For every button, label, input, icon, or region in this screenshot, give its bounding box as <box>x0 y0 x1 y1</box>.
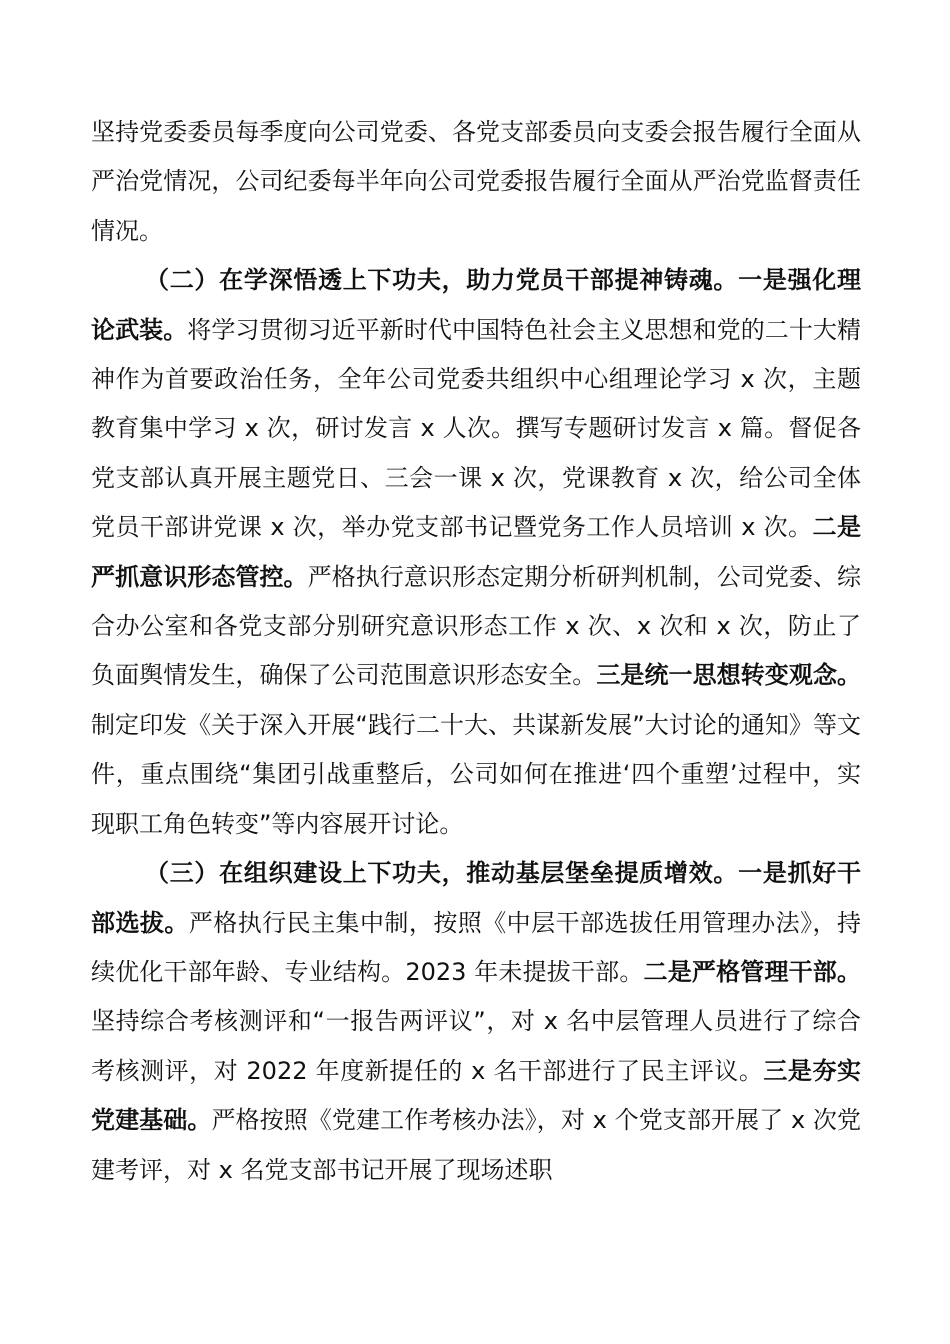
bold-run: 二是严抓意识形态管控。 <box>91 513 862 591</box>
bold-run: 三是夯实党建基础。 <box>91 1056 862 1135</box>
text-run: 坚持党委委员每季度向公司党委、各党支部委员向支委会报告履行全面从严治党情况，公司纪委每半年向公司党委报告履行全面从严治党监督责任情况。 <box>91 118 861 245</box>
paragraph-3 <box>91 849 861 1195</box>
text-run: 将学习贯彻习近平新时代中国特色社会主义思想和党的二十大精神作为首要政治任务，全年公司党委共组织中心组理论学习 x 次，主题教育集中学习 x 次，研讨发言 x 人次。撰写专题研讨发言 x 篇。督促各党支部认真开展主题党日、三会一课 x 次，党课教育 x 次，给公司全体党员干部讲党课 x 次，举办党支部书记暨党务工作人员培训 x 次。 <box>91 315 862 542</box>
paragraph-1 <box>91 108 861 256</box>
paragraph-2 <box>91 256 861 849</box>
document-page <box>91 108 861 1195</box>
bold-run: 二是严格管理干部。 <box>643 957 861 986</box>
text-run: 制定印发《关于深入开展“践行二十大、共谋新发展”大讨论的通知》等文件，重点围绕“集团引战重整后，公司如何在推进‘四个重塑’过程中，实现职工角色转变”等内容展开讨论。 <box>91 710 861 838</box>
section-heading-2: （二）在学深悟透上下功夫，助力党员干部提神铸魂。一是强化理论武装。 <box>91 266 861 344</box>
text-run: 严格执行民主集中制，按照《中层干部选拔任用管理办法》，持续优化干部年龄、专业结构。2023 年未提拔干部。 <box>91 908 862 986</box>
section-heading-3: （三）在组织建设上下功夫，推动基层堡垒提质增效。一是抓好干部选拔。 <box>91 859 861 937</box>
text-run: 坚持综合考核测评和“一报告两评议”，对 x 名中层管理人员进行了综合考核测评，对 2022 年度新提任的 x 名干部进行了民主评议。 <box>91 1007 861 1085</box>
text-run: 严格按照《党建工作考核办法》，对 x 个党支部开展了 x 次党建考评，对 x 名党支部书记开展了现场述职 <box>91 1106 862 1184</box>
bold-run: 三是统一思想转变观念。 <box>596 661 862 690</box>
text-run: 严格执行意识形态定期分析研判机制，公司党委、综合办公室和各党支部分别研究意识形态工作 x 次、x 次和 x 次，防止了负面舆情发生，确保了公司范围意识形态安全。 <box>91 562 862 690</box>
